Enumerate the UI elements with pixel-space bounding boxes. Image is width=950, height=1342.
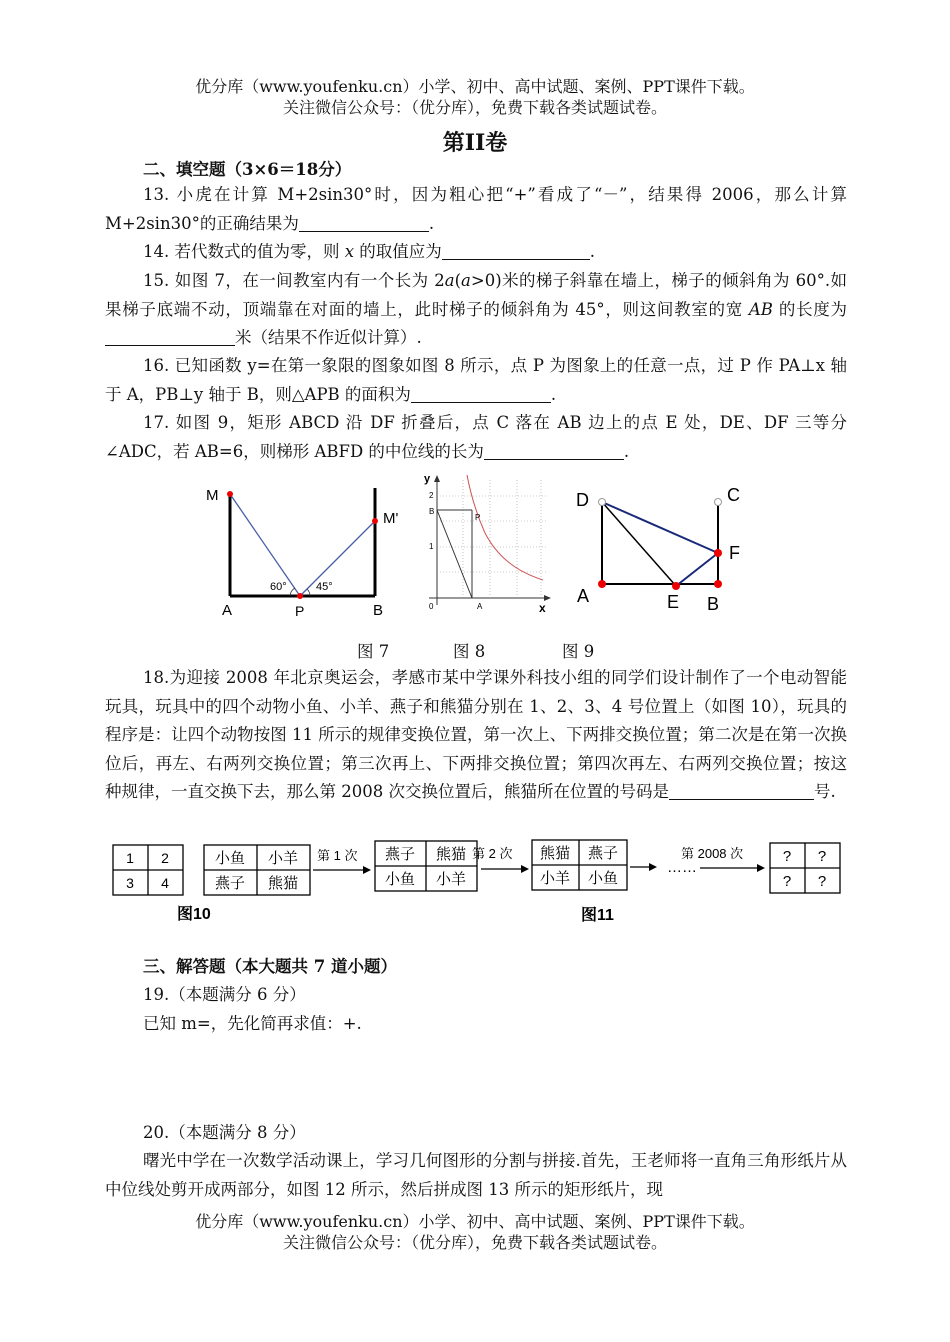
fig7-angle-60: 60° [270, 581, 287, 593]
grid2-cell: 熊猫 [539, 845, 571, 862]
fig10-num-1: 1 [126, 850, 134, 866]
grid2-cell: 燕子 [587, 845, 619, 862]
grid3-cell: ? [782, 873, 792, 890]
figure-8 [415, 470, 555, 625]
header-line-1: 优分库（www.youfenku.cn）小学、初中、高中试题、案例、PPT课件下载。 [195, 77, 755, 96]
fig9-label-B: B [707, 594, 720, 614]
fig9-label-A: A [577, 586, 590, 606]
figure-9 [570, 482, 750, 622]
question-16: 16. 已知函数 y=在第一象限的图象如图 8 所示，点 P 为图象上的任意一点，过 P 作 PA⊥x 轴于 A，PB⊥y 轴于 B，则△APB 的面积为 . [105, 356, 847, 404]
section-3-heading: 三、解答题（本大题共 7 道小题） [143, 957, 397, 976]
grid1-cell: 熊猫 [435, 846, 467, 863]
fig8-tick-2: 2 [429, 491, 434, 500]
caption-figure-9: 图 9 [562, 642, 595, 661]
fig7-label-A: A [222, 602, 233, 619]
step-2-label: 第 2 次 [472, 846, 513, 861]
caption-figure-11: 图11 [581, 907, 614, 924]
grid3-cell: ? [817, 873, 827, 890]
grid3-cell: ? [817, 848, 827, 865]
footer-line-1: 优分库（www.youfenku.cn）小学、初中、高中试题、案例、PPT课件下载。 [195, 1212, 755, 1231]
page-title: 第II卷 [442, 130, 508, 156]
grid0-cell: 小鱼 [214, 850, 246, 867]
fig8-axis-y: y [424, 473, 431, 485]
fig9-label-E: E [667, 592, 680, 612]
footer-line-2: 关注微信公众号：（优分库），免费下载各类试题试卷。 [282, 1233, 667, 1252]
fig8-label-B: B [429, 507, 435, 516]
step-1-label: 第 1 次 [317, 848, 358, 863]
fig10-num-4: 4 [161, 875, 169, 891]
question-17: 17. 如图 9，矩形 ABCD 沿 DF 折叠后，点 C 落在 AB 边上的点 E 处，DE、DF 三等分∠ADC，若 AB=6，则梯形 ABFD 的中位线的长为 . [105, 413, 847, 461]
fig9-label-F: F [729, 543, 740, 563]
section-2-heading: 二、填空题（3×6＝18分） [143, 160, 352, 179]
fig10-num-3: 3 [126, 875, 134, 891]
question-18: 18.为迎接 2008 年北京奥运会，孝感市某中学课外科技小组的同学们设计制作了一个电动智能玩具，玩具中的四个动物小鱼、小羊、燕子和熊猫分别在 1、2、3、4 号位置上（如图 10），玩具的程序是：让四个动物按图 11 所示的规律变换位置，第一次上、下两排交换位置；第二次是在第一次换位后，再左、右两列交换位置；第三次再上、下两排交换位置；第四次再左、右两列交换位置；按这种规律，一直交换下去，那么第 2008 次交换位置后，熊猫所在位置的号码是 号. [105, 668, 847, 801]
header-line-2: 关注微信公众号：（优分库），免费下载各类试题试卷。 [282, 98, 667, 117]
grid0-cell: 熊猫 [267, 875, 299, 892]
question-14: 14. 若代数式的值为零，则 x 的取值应为 . [143, 242, 596, 261]
caption-figure-7: 图 7 [357, 642, 390, 661]
fig8-tick-1: 1 [429, 542, 434, 551]
question-13: 13. 小虎在计算 M+2sin30°时，因为粗心把“+”看成了“－”，结果得 2006，那么计算 M+2sin30°的正确结果为 . [105, 185, 847, 233]
caption-figure-8: 图 8 [453, 642, 486, 661]
question-15: 15. 如图 7，在一间教室内有一个长为 2a(a>0)米的梯子斜靠在墙上，梯子的倾斜角为 60°.如果梯子底端不动，顶端靠在对面的墙上，此时梯子的倾斜角为 45°，则这间教室的宽 AB 的长度为米（结果不作近似计算）. [105, 271, 847, 347]
fig7-label-Mprime: M' [383, 510, 399, 527]
grid0-cell: 小羊 [267, 850, 299, 867]
fig10-num-2: 2 [161, 850, 169, 866]
figure-10-11 [105, 836, 850, 931]
fig8-tick-0: 0 [429, 602, 434, 611]
fig8-label-A: A [477, 602, 483, 611]
ellipsis: …… [667, 859, 697, 876]
fig7-label-B: B [373, 602, 384, 619]
fig7-angle-45: 45° [316, 581, 333, 593]
caption-figure-10: 图10 [177, 906, 211, 923]
fig8-axis-x: x [539, 601, 546, 615]
fig9-label-C: C [727, 485, 740, 505]
figure-7 [200, 478, 400, 628]
question-20-text: 曙光中学在一次数学活动课上，学习几何图形的分割与拼接.首先，王老师将一直角三角形纸片从中位线处剪开成两部分，如图 12 所示，然后拼成图 13 所示的矩形纸片，现 [105, 1151, 847, 1199]
fig9-label-D: D [576, 490, 589, 510]
grid3-cell: ? [782, 848, 792, 865]
grid2-cell: 小鱼 [587, 870, 619, 887]
grid1-cell: 燕子 [384, 846, 416, 863]
fig7-label-M: M [206, 487, 219, 504]
grid2-cell: 小羊 [539, 870, 571, 887]
grid1-cell: 小羊 [435, 871, 467, 888]
grid1-cell: 小鱼 [384, 871, 416, 888]
fig8-label-P: P [475, 513, 481, 522]
grid0-cell: 燕子 [214, 875, 246, 892]
step-2008-label: 第 2008 次 [681, 846, 744, 861]
question-20-title: 20.（本题满分 8 分） [143, 1123, 306, 1142]
question-19-title: 19.（本题满分 6 分） [143, 985, 306, 1004]
fig7-label-P: P [295, 603, 305, 619]
question-19-text: 已知 m=，先化简再求值：+. [143, 1014, 362, 1033]
